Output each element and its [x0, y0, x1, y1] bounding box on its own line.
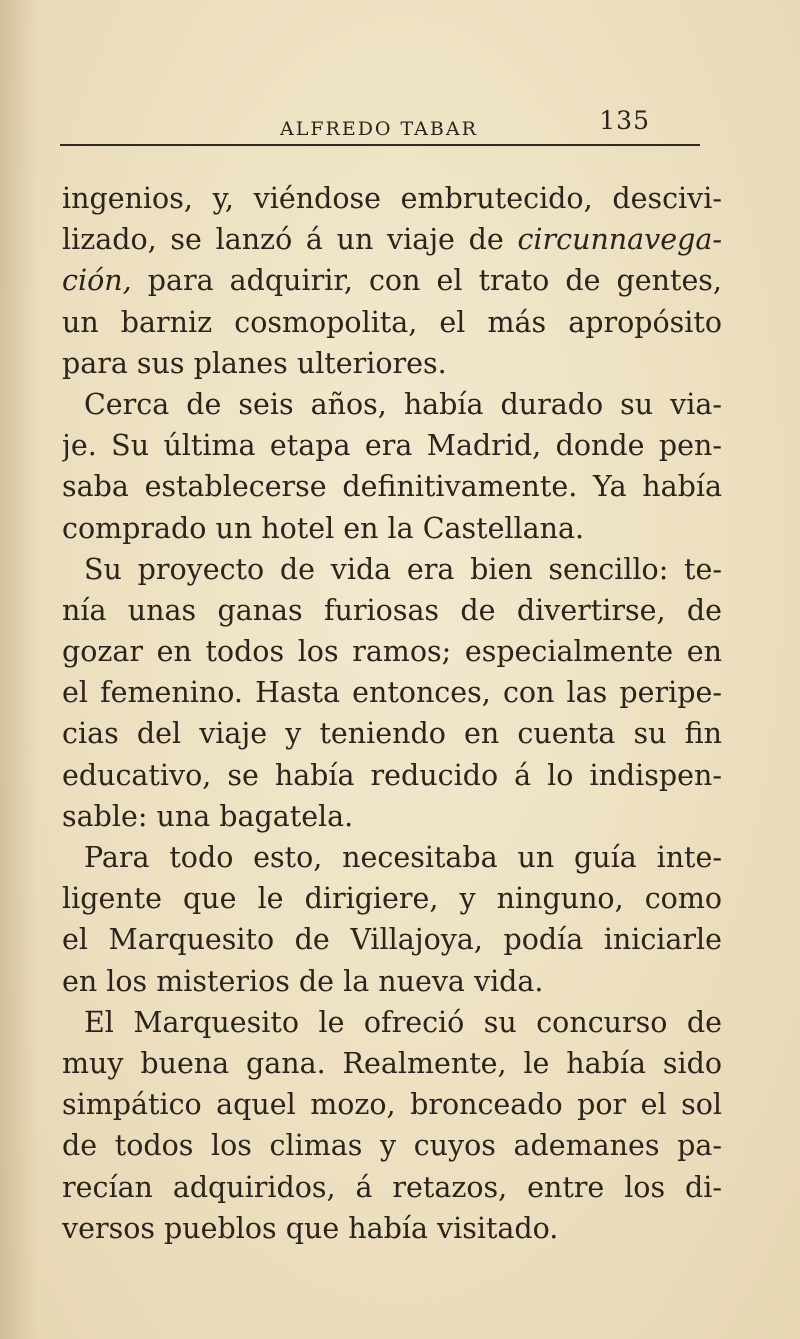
text-line: el Marquesito de Villajoya, podía iniciarle [62, 923, 722, 957]
running-head: ALFREDO TABAR [280, 118, 478, 140]
text-line: simpático aquel mozo, bronceado por el sol [62, 1088, 722, 1122]
text-line: gozar en todos los ramos; especialmente en [62, 635, 722, 669]
text-line: de todos los climas y cuyos ademanes pa- [62, 1129, 722, 1163]
text-line [62, 260, 722, 301]
text-line: comprado un hotel en la Castellana. [62, 511, 585, 545]
text-fragment: lizado, se lanzó á un viaje de [62, 223, 504, 257]
text-line: un barniz cosmopolita, el más apropósito [62, 305, 722, 339]
text-line: El Marquesito le ofreció su concurso de [84, 1005, 722, 1039]
text-line: para sus planes ulteriores. [62, 346, 447, 380]
text-line: Para todo esto, necesitaba un guía inte- [84, 841, 722, 874]
body-text [62, 178, 722, 1249]
text-line: Su proyecto de vida era bien sencillo: te- [84, 552, 722, 586]
text-line: recían adquiridos, á retazos, entre los di- [62, 1170, 722, 1204]
text-line: nía unas ganas furiosas de divertirse, de [62, 593, 722, 627]
text-line: educativo, se había reducido á lo indispen- [62, 758, 722, 792]
text-line: sable: una bagatela. [62, 799, 354, 833]
page-header [60, 106, 700, 148]
text-line: cias del viaje y teniendo en cuenta su fin [62, 717, 722, 751]
text-line: en los misterios de la nueva vida. [62, 964, 544, 998]
text-line: ingenios, y, viéndose embrutecido, descivi- [62, 182, 722, 215]
page-gutter-shadow [0, 0, 38, 1339]
italic-word: ción, [62, 264, 132, 298]
text-fragment: para adquirir, con el trato de gentes, [147, 264, 722, 298]
page-number: 135 [599, 106, 650, 135]
text-line: Cerca de seis años, había durado su via- [84, 387, 722, 421]
header-rule [60, 144, 700, 146]
text-line: el femenino. Hasta entonces, con las peripe- [62, 676, 722, 710]
text-line: muy buena gana. Realmente, le había sido [62, 1046, 722, 1080]
text-line [62, 219, 722, 260]
text-line: ligente que le dirigiere, y ninguno, como [62, 882, 722, 916]
text-line: versos pueblos que había visitado. [62, 1211, 559, 1245]
italic-word: circunnavega- [517, 223, 722, 257]
text-line: saba establecerse definitivamente. Ya había [62, 470, 722, 504]
text-line: je. Su última etapa era Madrid, donde pen- [62, 429, 722, 463]
